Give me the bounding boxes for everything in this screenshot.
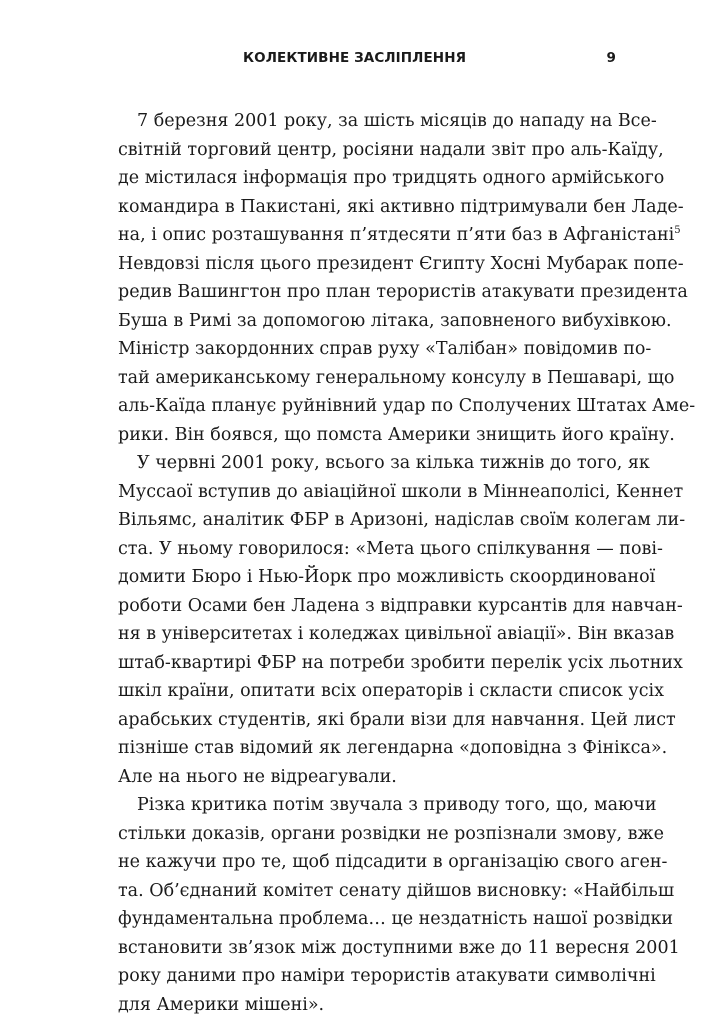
text-line: Але на нього не відреагували. [118,763,615,792]
text-line: встановити зв’язок між доступними вже до 11 вересня 2001 [118,934,615,963]
text-line: та. Об’єднаний комітет сенату дійшов висновку: «Найбільш [118,877,615,906]
text-line: редив Вашингтон про план терористів атакувати президента [118,278,615,307]
text-line: командира в Пакистані, які активно підтримували бен Ладе- [118,193,615,222]
text-line: роботи Осами бен Ладена з відправки курсантів для навчан- [118,592,615,621]
text-line: фундаментальна проблема… це нездатність нашої розвідки [118,905,615,934]
text-line: ста. У ньому говорилося: «Мета цього спілкування — пові- [118,535,615,564]
text-line: де містилася інформація про тридцять одного армійського [118,164,615,193]
text-line: Муссаої вступив до авіаційної школи в Міннеаполісі, Кеннет [118,478,615,507]
paragraph-3 [118,791,615,1019]
text-line: Буша в Римі за допомогою літака, заповненого вибухівкою. [118,307,615,336]
page-number: 9 [607,50,617,66]
text-line: 7 березня 2001 року, за шість місяців до нападу на Все- [118,107,615,136]
text-line-with-footnote [118,221,615,250]
text-line: домити Бюро і Нью-Йорк про можливість скоординованої [118,563,615,592]
text-line: для Америки мішені». [118,991,615,1019]
text-line: Міністр закордонних справ руху «Талібан» повідомив по- [118,335,615,364]
text-line: року даними про наміри терористів атакувати символічні [118,962,615,991]
text-line: Різка критика потім звучала з приводу того, що, маючи [118,791,615,820]
text-line: тай американському генеральному консулу в Пешаварі, що [118,364,615,393]
running-title: КОЛЕКТИВНЕ ЗАСЛІПЛЕННЯ [243,50,466,66]
text-line: аль-Каїда планує руйнівний удар по Сполучених Штатах Аме- [118,392,615,421]
paragraph-1 [118,107,615,449]
body-text [118,107,615,1019]
text-line: рики. Він боявся, що помста Америки знищить його країну. [118,421,615,450]
text-line: Невдовзі після цього президент Єгипту Хосні Мубарак попе- [118,250,615,279]
text-line: світній торговий центр, росіяни надали звіт про аль-Каїду, [118,136,615,165]
text-line: шкіл країни, опитати всіх операторів і скласти список усіх [118,677,615,706]
running-head [118,50,616,70]
paragraph-2 [118,449,615,791]
text-line: стільки доказів, органи розвідки не розпізнали змову, вже [118,820,615,849]
text-line-content: на, і опис розташування п’ятдесяти п’яти баз в Афганістані [118,225,674,245]
footnote-reference[interactable]: 5 [674,225,680,236]
text-line: арабських студентів, які брали візи для навчання. Цей лист [118,706,615,735]
text-line: не кажучи про те, щоб підсадити в організацію свого аген- [118,848,615,877]
text-line: штаб-квартирі ФБР на потреби зробити перелік усіх льотних [118,649,615,678]
text-line: У червні 2001 року, всього за кілька тижнів до того, як [118,449,615,478]
text-line: пізніше став відомий як легендарна «доповідна з Фінікса». [118,734,615,763]
text-line: Вільямс, аналітик ФБР в Аризоні, надіслав своїм колегам ли- [118,506,615,535]
text-line: ня в університетах і коледжах цивільної авіації». Він вказав [118,620,615,649]
